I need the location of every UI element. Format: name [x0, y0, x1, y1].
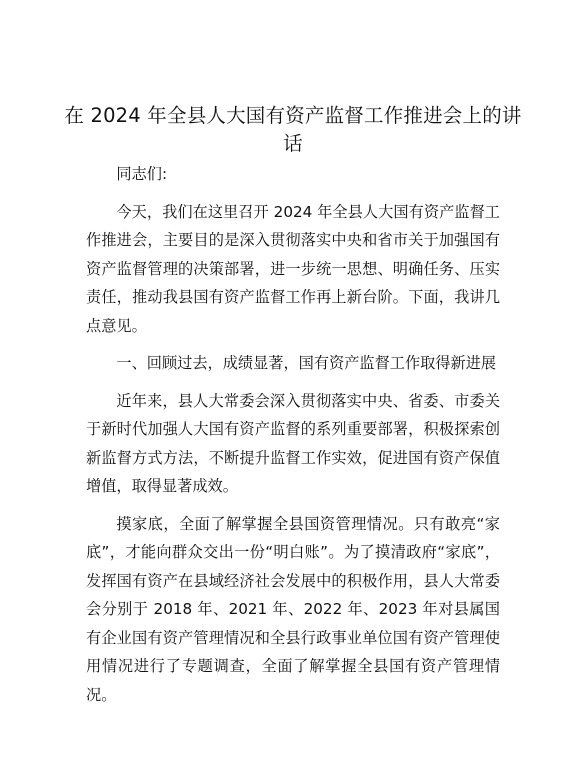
greeting: 同志们:: [116, 165, 168, 183]
document-title: 在 2024 年全县人大国有资产监督工作推进会上的讲话: [64, 104, 522, 155]
section-1-paragraph-2: 摸家底，全面了解掌握全县国资管理情况。只有敢亮“家底”，才能向群众交出一份“明白账”。为了摸清政府“家底”，发挥国有资产在县域经济社会发展中的积极作用，县人大常委会分别于 2018 年、2021 年、2022 年、2023 年对县属国有企业国有资产管理情况和全县行政事业单位国有资产管理使用情况进行了专题调查，全面了解掌握全县国有资产管理情况。: [86, 514, 500, 704]
document-body: [86, 160, 500, 718]
intro-paragraph: 今天，我们在这里召开 2024 年全县人大国有资产监督工作推进会，主要目的是深入贯彻落实中央和省市关于加强国有资产监督管理的决策部署，进一步统一思想、明确任务、压实责任，推动我县国有资产监督工作再上新台阶。下面，我讲几点意见。: [86, 202, 500, 335]
section-1-paragraph-1: 近年来，县人大常委会深入贯彻落实中央、省委、市委关于新时代加强人大国有资产监督的系列重要部署，积极探索创新监督方式方法，不断提升监督工作实效，促进国有资产保值增值，取得显著成效。: [86, 391, 500, 495]
section-1-heading: 一、回顾过去，成绩显著，国有资产监督工作取得新进展: [116, 354, 497, 372]
